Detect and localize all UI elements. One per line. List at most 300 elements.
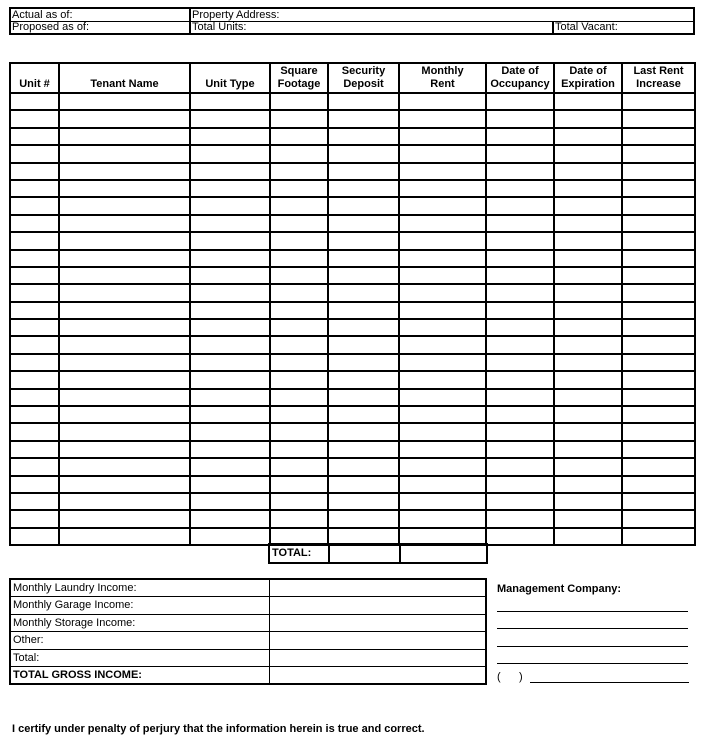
security-deposit-cell[interactable]	[328, 423, 399, 440]
last-rent-increase-cell[interactable]	[622, 93, 695, 110]
income-row-total	[10, 649, 486, 667]
tenant-name-cell[interactable]	[59, 180, 190, 197]
tenant-name-cell[interactable]	[59, 528, 190, 545]
date-of-expiration-cell[interactable]	[554, 336, 622, 353]
date-of-expiration-cell[interactable]	[554, 458, 622, 475]
square-footage-cell[interactable]	[270, 93, 328, 110]
security-deposit-cell[interactable]	[328, 215, 399, 232]
tenant-name-cell[interactable]	[59, 336, 190, 353]
table-header-row	[10, 63, 695, 93]
date-of-occupancy-cell[interactable]	[486, 458, 554, 475]
unit-number-cell[interactable]	[10, 197, 59, 214]
last-rent-increase-cell[interactable]	[622, 493, 695, 510]
col-unit-number: Unit #	[10, 63, 59, 93]
square-footage-cell[interactable]	[270, 389, 328, 406]
management-line-2[interactable]	[497, 628, 688, 629]
square-footage-cell[interactable]	[270, 476, 328, 493]
date-of-occupancy-cell[interactable]	[486, 476, 554, 493]
monthly-rent-cell[interactable]	[399, 458, 486, 475]
phone-number-line[interactable]	[530, 682, 689, 683]
income-row-other	[10, 632, 486, 650]
table-row	[10, 197, 695, 214]
totals-table	[268, 543, 488, 564]
last-rent-increase-cell[interactable]	[622, 441, 695, 458]
monthly-rent-cell[interactable]	[399, 197, 486, 214]
income-value-cell[interactable]	[269, 579, 486, 597]
tenant-name-cell[interactable]	[59, 319, 190, 336]
last-rent-increase-cell[interactable]	[622, 145, 695, 162]
date-of-occupancy-cell[interactable]	[486, 180, 554, 197]
square-footage-cell[interactable]	[270, 128, 328, 145]
last-rent-increase-cell[interactable]	[622, 250, 695, 267]
security-deposit-cell[interactable]	[328, 441, 399, 458]
square-footage-cell[interactable]	[270, 110, 328, 127]
tenant-name-cell[interactable]	[59, 371, 190, 388]
date-of-occupancy-cell[interactable]	[486, 423, 554, 440]
date-of-expiration-cell[interactable]	[554, 476, 622, 493]
tenant-name-cell[interactable]	[59, 406, 190, 423]
date-of-occupancy-cell[interactable]	[486, 284, 554, 301]
date-of-occupancy-cell[interactable]	[486, 215, 554, 232]
date-of-occupancy-cell[interactable]	[486, 232, 554, 249]
unit-type-cell[interactable]	[190, 406, 270, 423]
management-line-4[interactable]	[497, 663, 688, 664]
date-of-expiration-cell[interactable]	[554, 510, 622, 527]
unit-number-cell[interactable]	[10, 215, 59, 232]
monthly-rent-cell[interactable]	[399, 302, 486, 319]
square-footage-cell[interactable]	[270, 493, 328, 510]
unit-type-cell[interactable]	[190, 180, 270, 197]
unit-number-cell[interactable]	[10, 458, 59, 475]
date-of-occupancy-cell[interactable]	[486, 163, 554, 180]
date-of-expiration-cell[interactable]	[554, 93, 622, 110]
security-deposit-cell[interactable]	[328, 93, 399, 110]
tenant-name-cell[interactable]	[59, 145, 190, 162]
income-label: Monthly Laundry Income:	[10, 579, 269, 597]
unit-number-cell[interactable]	[10, 93, 59, 110]
unit-type-cell[interactable]	[190, 319, 270, 336]
unit-type-cell[interactable]	[190, 163, 270, 180]
last-rent-increase-cell[interactable]	[622, 110, 695, 127]
tenant-name-cell[interactable]	[59, 423, 190, 440]
square-footage-cell[interactable]	[270, 250, 328, 267]
date-of-expiration-cell[interactable]	[554, 493, 622, 510]
security-deposit-cell[interactable]	[328, 302, 399, 319]
unit-type-cell[interactable]	[190, 197, 270, 214]
unit-number-cell[interactable]	[10, 110, 59, 127]
table-row	[10, 215, 695, 232]
table-row	[10, 250, 695, 267]
tenant-name-cell[interactable]	[59, 215, 190, 232]
date-of-occupancy-cell[interactable]	[486, 389, 554, 406]
date-of-expiration-cell[interactable]	[554, 319, 622, 336]
date-of-occupancy-cell[interactable]	[486, 528, 554, 545]
tenant-name-cell[interactable]	[59, 354, 190, 371]
income-row-gross-total	[10, 667, 486, 685]
last-rent-increase-cell[interactable]	[622, 423, 695, 440]
unit-type-cell[interactable]	[190, 476, 270, 493]
monthly-rent-cell[interactable]	[399, 93, 486, 110]
income-label: TOTAL GROSS INCOME:	[10, 667, 269, 685]
col-tenant-name: Tenant Name	[59, 63, 190, 93]
date-of-expiration-cell[interactable]	[554, 197, 622, 214]
square-footage-cell[interactable]	[270, 197, 328, 214]
table-row	[10, 354, 695, 371]
last-rent-increase-cell[interactable]	[622, 215, 695, 232]
unit-type-cell[interactable]	[190, 389, 270, 406]
income-value-cell[interactable]	[269, 614, 486, 632]
date-of-expiration-cell[interactable]	[554, 232, 622, 249]
monthly-rent-cell[interactable]	[399, 232, 486, 249]
table-row	[10, 423, 695, 440]
date-of-expiration-cell[interactable]	[554, 284, 622, 301]
square-footage-cell[interactable]	[270, 510, 328, 527]
date-of-occupancy-cell[interactable]	[486, 145, 554, 162]
actual-as-of-field[interactable]: Actual as of:	[12, 9, 73, 21]
monthly-rent-cell[interactable]	[399, 319, 486, 336]
security-deposit-cell[interactable]	[328, 493, 399, 510]
date-of-expiration-cell[interactable]	[554, 302, 622, 319]
tenant-name-cell[interactable]	[59, 128, 190, 145]
phone-area-code[interactable]: ( )	[497, 671, 523, 683]
unit-number-cell[interactable]	[10, 128, 59, 145]
unit-type-cell[interactable]	[190, 510, 270, 527]
date-of-expiration-cell[interactable]	[554, 145, 622, 162]
unit-type-cell[interactable]	[190, 528, 270, 545]
unit-number-cell[interactable]	[10, 302, 59, 319]
income-table	[9, 578, 487, 685]
col-date-of-expiration: Date of Expiration	[554, 63, 622, 93]
rent-roll-table	[9, 62, 696, 546]
table-row	[10, 93, 695, 110]
date-of-expiration-cell[interactable]	[554, 267, 622, 284]
date-of-occupancy-cell[interactable]	[486, 493, 554, 510]
security-deposit-cell[interactable]	[328, 250, 399, 267]
table-row	[10, 371, 695, 388]
table-row	[10, 302, 695, 319]
security-deposit-cell[interactable]	[328, 267, 399, 284]
col-square-footage: Square Footage	[270, 63, 328, 93]
security-deposit-cell[interactable]	[328, 110, 399, 127]
unit-type-cell[interactable]	[190, 145, 270, 162]
security-deposit-cell[interactable]	[328, 476, 399, 493]
monthly-rent-cell[interactable]	[399, 371, 486, 388]
income-value-cell[interactable]	[269, 632, 486, 650]
date-of-expiration-cell[interactable]	[554, 371, 622, 388]
security-deposit-cell[interactable]	[328, 389, 399, 406]
monthly-rent-cell[interactable]	[399, 180, 486, 197]
last-rent-increase-cell[interactable]	[622, 510, 695, 527]
unit-type-cell[interactable]	[190, 458, 270, 475]
security-deposit-cell[interactable]	[328, 145, 399, 162]
date-of-occupancy-cell[interactable]	[486, 336, 554, 353]
unit-number-cell[interactable]	[10, 180, 59, 197]
security-deposit-cell[interactable]	[328, 284, 399, 301]
square-footage-cell[interactable]	[270, 145, 328, 162]
square-footage-cell[interactable]	[270, 354, 328, 371]
unit-number-cell[interactable]	[10, 319, 59, 336]
tenant-name-cell[interactable]	[59, 232, 190, 249]
monthly-rent-cell[interactable]	[399, 250, 486, 267]
security-deposit-cell[interactable]	[328, 232, 399, 249]
table-row	[10, 284, 695, 301]
income-row-garage	[10, 597, 486, 615]
table-row	[10, 232, 695, 249]
table-row	[10, 406, 695, 423]
unit-type-cell[interactable]	[190, 250, 270, 267]
unit-type-cell[interactable]	[190, 336, 270, 353]
last-rent-increase-cell[interactable]	[622, 302, 695, 319]
table-row	[10, 389, 695, 406]
square-footage-cell[interactable]	[270, 163, 328, 180]
last-rent-increase-cell[interactable]	[622, 371, 695, 388]
unit-type-cell[interactable]	[190, 284, 270, 301]
date-of-expiration-cell[interactable]	[554, 389, 622, 406]
last-rent-increase-cell[interactable]	[622, 128, 695, 145]
table-row	[10, 441, 695, 458]
security-deposit-cell[interactable]	[328, 163, 399, 180]
unit-number-cell[interactable]	[10, 163, 59, 180]
square-footage-cell[interactable]	[270, 336, 328, 353]
monthly-rent-cell[interactable]	[399, 510, 486, 527]
property-info-box	[9, 7, 695, 35]
unit-type-cell[interactable]	[190, 441, 270, 458]
date-of-expiration-cell[interactable]	[554, 354, 622, 371]
last-rent-increase-cell[interactable]	[622, 267, 695, 284]
income-label: Monthly Garage Income:	[10, 597, 269, 615]
security-deposit-cell[interactable]	[328, 458, 399, 475]
monthly-rent-cell[interactable]	[399, 284, 486, 301]
table-row	[10, 336, 695, 353]
unit-type-cell[interactable]	[190, 267, 270, 284]
totals-row	[269, 544, 487, 563]
square-footage-cell[interactable]	[270, 180, 328, 197]
unit-type-cell[interactable]	[190, 302, 270, 319]
date-of-expiration-cell[interactable]	[554, 250, 622, 267]
square-footage-cell[interactable]	[270, 267, 328, 284]
square-footage-cell[interactable]	[270, 215, 328, 232]
unit-number-cell[interactable]	[10, 389, 59, 406]
square-footage-cell[interactable]	[270, 302, 328, 319]
unit-number-cell[interactable]	[10, 510, 59, 527]
date-of-expiration-cell[interactable]	[554, 215, 622, 232]
last-rent-increase-cell[interactable]	[622, 197, 695, 214]
monthly-rent-cell[interactable]	[399, 215, 486, 232]
monthly-rent-cell[interactable]	[399, 476, 486, 493]
tenant-name-cell[interactable]	[59, 389, 190, 406]
unit-number-cell[interactable]	[10, 336, 59, 353]
last-rent-increase-cell[interactable]	[622, 336, 695, 353]
last-rent-increase-cell[interactable]	[622, 180, 695, 197]
last-rent-increase-cell[interactable]	[622, 232, 695, 249]
unit-number-cell[interactable]	[10, 371, 59, 388]
col-date-of-occupancy: Date of Occupancy	[486, 63, 554, 93]
unit-type-cell[interactable]	[190, 232, 270, 249]
tenant-name-cell[interactable]	[59, 110, 190, 127]
income-label: Monthly Storage Income:	[10, 614, 269, 632]
monthly-rent-cell[interactable]	[399, 441, 486, 458]
total-security-deposit-cell[interactable]	[329, 544, 400, 563]
management-line-3[interactable]	[497, 646, 688, 647]
unit-type-cell[interactable]	[190, 215, 270, 232]
tenant-name-cell[interactable]	[59, 93, 190, 110]
square-footage-cell[interactable]	[270, 371, 328, 388]
security-deposit-cell[interactable]	[328, 406, 399, 423]
unit-number-cell[interactable]	[10, 493, 59, 510]
tenant-name-cell[interactable]	[59, 458, 190, 475]
date-of-occupancy-cell[interactable]	[486, 250, 554, 267]
unit-number-cell[interactable]	[10, 232, 59, 249]
last-rent-increase-cell[interactable]	[622, 528, 695, 545]
monthly-rent-cell[interactable]	[399, 336, 486, 353]
date-of-occupancy-cell[interactable]	[486, 406, 554, 423]
last-rent-increase-cell[interactable]	[622, 163, 695, 180]
tenant-name-cell[interactable]	[59, 302, 190, 319]
last-rent-increase-cell[interactable]	[622, 319, 695, 336]
unit-number-cell[interactable]	[10, 284, 59, 301]
monthly-rent-cell[interactable]	[399, 354, 486, 371]
unit-number-cell[interactable]	[10, 354, 59, 371]
date-of-occupancy-cell[interactable]	[486, 128, 554, 145]
unit-type-cell[interactable]	[190, 110, 270, 127]
table-row	[10, 476, 695, 493]
table-row	[10, 110, 695, 127]
unit-number-cell[interactable]	[10, 145, 59, 162]
management-line-1[interactable]	[497, 611, 688, 612]
security-deposit-cell[interactable]	[328, 197, 399, 214]
square-footage-cell[interactable]	[270, 441, 328, 458]
col-security-deposit: Security Deposit	[328, 63, 399, 93]
total-monthly-rent-cell[interactable]	[400, 544, 487, 563]
date-of-occupancy-cell[interactable]	[486, 371, 554, 388]
security-deposit-cell[interactable]	[328, 336, 399, 353]
monthly-rent-cell[interactable]	[399, 110, 486, 127]
table-row	[10, 458, 695, 475]
monthly-rent-cell[interactable]	[399, 406, 486, 423]
square-footage-cell[interactable]	[270, 406, 328, 423]
date-of-occupancy-cell[interactable]	[486, 319, 554, 336]
management-company-label: Management Company:	[497, 583, 622, 595]
date-of-occupancy-cell[interactable]	[486, 302, 554, 319]
square-footage-cell[interactable]	[270, 423, 328, 440]
security-deposit-cell[interactable]	[328, 510, 399, 527]
tenant-name-cell[interactable]	[59, 476, 190, 493]
income-value-cell[interactable]	[269, 597, 486, 615]
date-of-occupancy-cell[interactable]	[486, 510, 554, 527]
tenant-name-cell[interactable]	[59, 441, 190, 458]
monthly-rent-cell[interactable]	[399, 267, 486, 284]
monthly-rent-cell[interactable]	[399, 389, 486, 406]
proposed-as-of-field[interactable]: Proposed as of:	[12, 21, 90, 33]
date-of-expiration-cell[interactable]	[554, 128, 622, 145]
date-of-expiration-cell[interactable]	[554, 406, 622, 423]
certification-statement: I certify under penalty of perjury that the information herein is true and correct.	[12, 723, 425, 735]
unit-type-cell[interactable]	[190, 423, 270, 440]
square-footage-cell[interactable]	[270, 319, 328, 336]
date-of-expiration-cell[interactable]	[554, 163, 622, 180]
total-units-field[interactable]: Total Units:	[192, 21, 247, 33]
tenant-name-cell[interactable]	[59, 163, 190, 180]
security-deposit-cell[interactable]	[328, 180, 399, 197]
unit-type-cell[interactable]	[190, 128, 270, 145]
last-rent-increase-cell[interactable]	[622, 406, 695, 423]
date-of-occupancy-cell[interactable]	[486, 197, 554, 214]
tenant-name-cell[interactable]	[59, 267, 190, 284]
unit-number-cell[interactable]	[10, 406, 59, 423]
unit-number-cell[interactable]	[10, 476, 59, 493]
unit-type-cell[interactable]	[190, 493, 270, 510]
col-monthly-rent: Monthly Rent	[399, 63, 486, 93]
table-row	[10, 163, 695, 180]
monthly-rent-cell[interactable]	[399, 493, 486, 510]
date-of-expiration-cell[interactable]	[554, 423, 622, 440]
date-of-expiration-cell[interactable]	[554, 180, 622, 197]
date-of-occupancy-cell[interactable]	[486, 267, 554, 284]
tenant-name-cell[interactable]	[59, 250, 190, 267]
income-row-storage	[10, 614, 486, 632]
monthly-rent-cell[interactable]	[399, 163, 486, 180]
income-value-cell[interactable]	[269, 649, 486, 667]
square-footage-cell[interactable]	[270, 232, 328, 249]
table-row	[10, 510, 695, 527]
security-deposit-cell[interactable]	[328, 371, 399, 388]
security-deposit-cell[interactable]	[328, 319, 399, 336]
date-of-occupancy-cell[interactable]	[486, 441, 554, 458]
square-footage-cell[interactable]	[270, 458, 328, 475]
property-address-field[interactable]: Property Address:	[192, 9, 280, 21]
date-of-expiration-cell[interactable]	[554, 441, 622, 458]
security-deposit-cell[interactable]	[328, 354, 399, 371]
unit-type-cell[interactable]	[190, 371, 270, 388]
monthly-rent-cell[interactable]	[399, 128, 486, 145]
table-row	[10, 128, 695, 145]
date-of-occupancy-cell[interactable]	[486, 93, 554, 110]
unit-number-cell[interactable]	[10, 267, 59, 284]
unit-number-cell[interactable]	[10, 528, 59, 545]
table-row	[10, 319, 695, 336]
last-rent-increase-cell[interactable]	[622, 284, 695, 301]
date-of-expiration-cell[interactable]	[554, 110, 622, 127]
tenant-name-cell[interactable]	[59, 493, 190, 510]
last-rent-increase-cell[interactable]	[622, 389, 695, 406]
security-deposit-cell[interactable]	[328, 128, 399, 145]
table-row	[10, 180, 695, 197]
total-vacant-field[interactable]: Total Vacant:	[555, 21, 618, 33]
tenant-name-cell[interactable]	[59, 197, 190, 214]
unit-number-cell[interactable]	[10, 250, 59, 267]
last-rent-increase-cell[interactable]	[622, 458, 695, 475]
square-footage-cell[interactable]	[270, 284, 328, 301]
unit-type-cell[interactable]	[190, 93, 270, 110]
income-value-cell[interactable]	[269, 667, 486, 685]
income-label: Total:	[10, 649, 269, 667]
last-rent-increase-cell[interactable]	[622, 476, 695, 493]
tenant-name-cell[interactable]	[59, 510, 190, 527]
unit-number-cell[interactable]	[10, 423, 59, 440]
col-last-rent-increase: Last Rent Increase	[622, 63, 695, 93]
table-row	[10, 493, 695, 510]
monthly-rent-cell[interactable]	[399, 145, 486, 162]
unit-number-cell[interactable]	[10, 441, 59, 458]
last-rent-increase-cell[interactable]	[622, 354, 695, 371]
monthly-rent-cell[interactable]	[399, 423, 486, 440]
unit-type-cell[interactable]	[190, 354, 270, 371]
tenant-name-cell[interactable]	[59, 284, 190, 301]
date-of-occupancy-cell[interactable]	[486, 110, 554, 127]
table-row	[10, 267, 695, 284]
date-of-expiration-cell[interactable]	[554, 528, 622, 545]
date-of-occupancy-cell[interactable]	[486, 354, 554, 371]
